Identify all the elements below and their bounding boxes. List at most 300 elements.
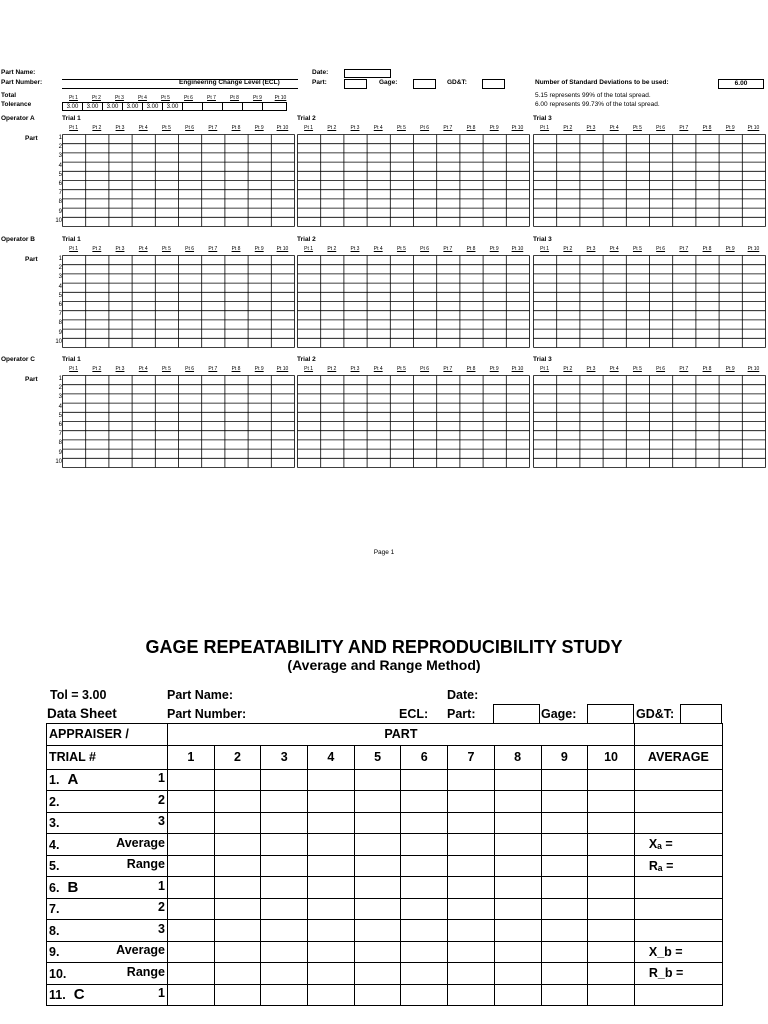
measurement-cell[interactable] — [541, 812, 588, 834]
part-row-number: 4 — [58, 162, 62, 169]
pt-header: Pt 2 — [327, 366, 337, 372]
pt-header: Pt 10 — [276, 366, 289, 372]
measurement-cell[interactable] — [214, 877, 261, 899]
data-row — [47, 984, 723, 1006]
measurement-cell[interactable] — [401, 791, 448, 813]
measurement-cell[interactable] — [214, 834, 261, 856]
data-row — [47, 920, 723, 942]
pt-header: Pt 5 — [161, 246, 171, 252]
ecl-label-2: ECL: — [399, 707, 429, 721]
part-number-label: Part Number: — [1, 79, 43, 86]
stddev-value[interactable]: 6.00 — [718, 79, 764, 89]
measurement-cell[interactable] — [308, 834, 355, 856]
pt-header: Pt 7 — [208, 366, 218, 372]
pt-header: Pt 1 — [304, 125, 314, 131]
pt-header: Pt 2 — [92, 366, 102, 372]
measurement-cell[interactable] — [168, 834, 215, 856]
measurement-cell[interactable] — [401, 834, 448, 856]
average-cell[interactable] — [634, 898, 722, 920]
measurement-cell[interactable] — [541, 920, 588, 942]
pt-header: Pt 2 — [563, 246, 573, 252]
row-label-cell — [47, 984, 168, 1006]
measurement-cell[interactable] — [168, 941, 215, 963]
tolerance-cell[interactable] — [262, 102, 287, 111]
measurement-cell[interactable] — [448, 941, 495, 963]
row-number: 2. — [49, 794, 60, 809]
data-row — [47, 963, 723, 985]
part-row-number: 4 — [58, 403, 62, 410]
pt-header: Pt 8 — [231, 246, 241, 252]
data-row — [47, 941, 723, 963]
measurement-cell[interactable] — [168, 984, 215, 1006]
tolerance-cell[interactable]: 3.00 — [62, 102, 83, 111]
pt-header: Pt 4 — [609, 125, 619, 131]
tolerance-cell[interactable] — [242, 102, 263, 111]
measurement-cell[interactable] — [308, 791, 355, 813]
gdt-label-2: GD&T: — [636, 707, 675, 721]
data-row — [47, 769, 723, 791]
pt-header: Pt 6 — [185, 366, 195, 372]
measurement-cell[interactable] — [541, 791, 588, 813]
measurement-cell[interactable] — [308, 898, 355, 920]
pt-header: Pt 6 — [420, 366, 430, 372]
tolerance-cell[interactable] — [202, 102, 223, 111]
measurement-cell[interactable] — [448, 812, 495, 834]
operator-label: Operator A — [1, 115, 35, 122]
average-cell[interactable] — [634, 812, 722, 834]
row-label-cell — [47, 769, 168, 791]
trial-label: 3 — [158, 814, 165, 829]
measurement-cell[interactable] — [588, 855, 635, 877]
measurement-cell[interactable] — [261, 984, 308, 1006]
measurement-cell[interactable] — [401, 877, 448, 899]
part-number-line[interactable] — [62, 88, 298, 89]
measurement-grid[interactable] — [62, 134, 295, 227]
measurement-grid[interactable] — [297, 134, 530, 227]
pt-header: Pt 1 — [304, 366, 314, 372]
part-row-number: 8 — [58, 440, 62, 447]
appraiser-name: C — [73, 986, 85, 1004]
tolerance-pt-header — [62, 95, 292, 101]
measurement-grid[interactable] — [533, 375, 766, 468]
pt-header: Pt 7 — [443, 246, 453, 252]
pt-header: Pt 1 — [69, 246, 79, 252]
measurement-cell[interactable] — [401, 855, 448, 877]
pt-header: Pt 1 — [69, 95, 78, 101]
measurement-cell[interactable] — [261, 812, 308, 834]
pt-header: Pt 6 — [185, 125, 195, 131]
row-label-cell — [47, 963, 168, 985]
pt-header: Pt 7 — [208, 125, 218, 131]
part-column-header: 1 — [168, 745, 215, 769]
measurement-cell[interactable] — [261, 920, 308, 942]
average-cell[interactable] — [634, 920, 722, 942]
part-column-header: 9 — [541, 745, 588, 769]
pt-header: Pt 1 — [69, 366, 79, 372]
measurement-cell[interactable] — [308, 984, 355, 1006]
part-field-2[interactable] — [493, 704, 540, 724]
pt-header: Pt 1 — [69, 125, 79, 131]
pt-header: Pt 4 — [373, 125, 383, 131]
measurement-cell[interactable] — [401, 941, 448, 963]
measurement-cell[interactable] — [261, 769, 308, 791]
tolerance-cell[interactable]: 3.00 — [122, 102, 143, 111]
gdt-field-2[interactable] — [680, 704, 722, 724]
trial-label: Trial 3 — [533, 236, 552, 243]
pt-header: Pt 10 — [511, 246, 524, 252]
measurement-cell[interactable] — [308, 855, 355, 877]
average-column-header: AVERAGE — [634, 745, 722, 769]
measurement-cell[interactable] — [354, 984, 401, 1006]
pt-header: Pt 9 — [254, 366, 264, 372]
measurement-cell[interactable] — [588, 812, 635, 834]
part-row-numbers — [52, 255, 62, 347]
measurement-cell[interactable] — [354, 963, 401, 985]
row-number: 5. — [49, 859, 60, 874]
measurement-grid[interactable] — [62, 375, 295, 468]
pt-header: Pt 5 — [396, 125, 406, 131]
pt-header: Pt 10 — [274, 95, 287, 101]
part-row-number: 2 — [58, 265, 62, 272]
measurement-cell[interactable] — [354, 920, 401, 942]
measurement-grid[interactable] — [533, 134, 766, 227]
part-row-number: 9 — [58, 329, 62, 336]
part-row-numbers — [52, 134, 62, 226]
measurement-grid[interactable] — [297, 375, 530, 468]
trial-label: 2 — [158, 792, 165, 807]
tolerance-cell[interactable] — [222, 102, 243, 111]
part-header: PART — [168, 724, 635, 746]
pt-header: Pt 7 — [443, 366, 453, 372]
measurement-cell[interactable] — [354, 812, 401, 834]
part-label: Part — [25, 256, 38, 263]
tol-value: Tol = 3.00 — [50, 688, 107, 702]
part-field[interactable] — [344, 79, 367, 89]
trial-label: Trial 2 — [297, 236, 316, 243]
page-footer: Page 1 — [373, 549, 395, 556]
pt-header: Pt 4 — [609, 366, 619, 372]
date-field[interactable] — [344, 69, 391, 78]
measurement-cell[interactable] — [214, 920, 261, 942]
measurement-grid[interactable] — [297, 255, 530, 348]
gdt-field[interactable] — [482, 79, 505, 89]
pt-header: Pt 6 — [184, 95, 193, 101]
data-row — [47, 812, 723, 834]
average-cell[interactable]: R_b = — [634, 963, 722, 985]
pt-header: Pt 8 — [231, 125, 241, 131]
part-row-number: 10 — [55, 338, 62, 345]
average-cell[interactable] — [634, 791, 722, 813]
measurement-cell[interactable] — [494, 855, 541, 877]
measurement-cell[interactable] — [448, 834, 495, 856]
measurement-grid[interactable] — [533, 255, 766, 348]
pt-header: Pt 1 — [540, 366, 550, 372]
part-column-header: 4 — [308, 745, 355, 769]
measurement-cell[interactable] — [168, 812, 215, 834]
measurement-cell[interactable] — [354, 898, 401, 920]
measurement-cell[interactable] — [214, 812, 261, 834]
measurement-cell[interactable] — [448, 855, 495, 877]
measurement-cell[interactable] — [354, 834, 401, 856]
pt-header-row — [533, 366, 765, 372]
measurement-cell[interactable] — [261, 941, 308, 963]
pt-header: Pt 8 — [466, 246, 476, 252]
pt-header: Pt 10 — [511, 366, 524, 372]
trial-header: TRIAL # — [47, 745, 168, 769]
measurement-cell[interactable] — [494, 963, 541, 985]
measurement-cell[interactable] — [308, 812, 355, 834]
measurement-cell[interactable] — [541, 941, 588, 963]
measurement-cell[interactable] — [214, 898, 261, 920]
pt-header: Pt 5 — [161, 366, 171, 372]
data-row — [47, 898, 723, 920]
measurement-cell[interactable] — [261, 834, 308, 856]
row-number: 1. — [49, 773, 60, 788]
measurement-cell[interactable] — [168, 963, 215, 985]
operator-label: Operator B — [1, 236, 35, 243]
average-cell[interactable] — [634, 984, 722, 1006]
measurement-cell[interactable] — [354, 941, 401, 963]
measurement-cell[interactable] — [588, 791, 635, 813]
measurement-cell[interactable] — [401, 920, 448, 942]
measurement-cell[interactable] — [588, 984, 635, 1006]
measurement-cell[interactable] — [494, 812, 541, 834]
row-number: 7. — [49, 902, 60, 917]
pt-header: Pt 7 — [679, 366, 689, 372]
trial-label: Average — [116, 943, 165, 958]
tolerance-cell[interactable]: 3.00 — [82, 102, 103, 111]
pt-header: Pt 5 — [632, 246, 642, 252]
measurement-cell[interactable] — [261, 791, 308, 813]
measurement-cell[interactable] — [308, 769, 355, 791]
measurement-cell[interactable] — [541, 984, 588, 1006]
date-label: Date: — [312, 69, 329, 76]
appraiser-name: B — [67, 878, 79, 896]
measurement-cell[interactable] — [168, 769, 215, 791]
measurement-cell[interactable] — [541, 877, 588, 899]
part-column-header: 7 — [448, 745, 495, 769]
pt-header-row — [297, 366, 529, 372]
trial-label: Trial 3 — [533, 356, 552, 363]
pt-header-row — [533, 246, 765, 252]
pt-header: Pt 7 — [207, 95, 216, 101]
measurement-cell[interactable] — [588, 898, 635, 920]
measurement-cell[interactable] — [448, 791, 495, 813]
pt-header: Pt 8 — [466, 366, 476, 372]
measurement-cell[interactable] — [588, 769, 635, 791]
measurement-cell[interactable] — [448, 920, 495, 942]
measurement-cell[interactable] — [448, 898, 495, 920]
pt-header: Pt 8 — [230, 95, 239, 101]
measurement-cell[interactable] — [168, 855, 215, 877]
gdt-label: GD&T: — [447, 79, 467, 86]
measurement-cell[interactable] — [494, 877, 541, 899]
measurement-cell[interactable] — [541, 963, 588, 985]
part-row-number: 7 — [58, 311, 62, 318]
pt-header: Pt 5 — [632, 366, 642, 372]
pt-header: Pt 2 — [92, 125, 102, 131]
row-label-cell — [47, 812, 168, 834]
measurement-cell[interactable] — [214, 791, 261, 813]
part-label: Part — [25, 135, 38, 142]
measurement-cell[interactable] — [494, 898, 541, 920]
average-cell[interactable]: Xₐ = — [634, 834, 722, 856]
measurement-cell[interactable] — [588, 834, 635, 856]
measurement-cell[interactable] — [308, 963, 355, 985]
study-title: GAGE REPEATABILITY AND REPRODUCIBILITY STUDY — [145, 637, 623, 657]
tolerance-label: Tolerance — [1, 101, 32, 108]
measurement-cell[interactable] — [354, 855, 401, 877]
pt-header-row — [533, 125, 765, 131]
tolerance-cell[interactable]: 3.00 — [142, 102, 163, 111]
measurement-cell[interactable] — [401, 812, 448, 834]
pt-header: Pt 3 — [350, 366, 360, 372]
measurement-cell[interactable] — [494, 834, 541, 856]
part-row-number: 5 — [58, 292, 62, 299]
measurement-cell[interactable] — [588, 941, 635, 963]
part-label-2: Part: — [447, 707, 476, 721]
measurement-cell[interactable] — [494, 769, 541, 791]
measurement-cell[interactable] — [168, 898, 215, 920]
pt-header: Pt 3 — [115, 125, 125, 131]
note-1: 5.15 represents 99% of the total spread. — [535, 92, 651, 99]
measurement-cell[interactable] — [494, 984, 541, 1006]
measurement-cell[interactable] — [494, 791, 541, 813]
measurement-cell[interactable] — [541, 855, 588, 877]
row-label-cell — [47, 920, 168, 942]
measurement-cell[interactable] — [214, 769, 261, 791]
measurement-cell[interactable] — [448, 963, 495, 985]
pt-header: Pt 4 — [373, 366, 383, 372]
pt-header: Pt 10 — [276, 125, 289, 131]
average-cell[interactable] — [634, 877, 722, 899]
measurement-cell[interactable] — [261, 855, 308, 877]
trial-label: Trial 3 — [533, 115, 552, 122]
measurement-grid[interactable] — [62, 255, 295, 348]
pt-header: Pt 3 — [586, 125, 596, 131]
measurement-cell[interactable] — [168, 920, 215, 942]
average-cell[interactable]: Rₐ = — [634, 855, 722, 877]
operator-label: Operator C — [1, 356, 35, 363]
part-column-header: 5 — [354, 745, 401, 769]
part-row-number: 9 — [58, 208, 62, 215]
gage-label-2: Gage: — [541, 707, 577, 721]
part-number-label-2: Part Number: — [167, 707, 247, 721]
part-row-number: 1 — [58, 135, 62, 141]
average-cell[interactable] — [634, 769, 722, 791]
trial-label: Trial 2 — [297, 115, 316, 122]
measurement-cell[interactable] — [448, 769, 495, 791]
measurement-cell[interactable] — [588, 920, 635, 942]
measurement-cell[interactable] — [401, 898, 448, 920]
pt-header: Pt 4 — [138, 366, 148, 372]
part-row-number: 9 — [58, 449, 62, 456]
measurement-cell[interactable] — [401, 963, 448, 985]
data-row — [47, 834, 723, 856]
pt-header: Pt 10 — [747, 366, 760, 372]
measurement-cell[interactable] — [168, 877, 215, 899]
measurement-cell[interactable] — [214, 984, 261, 1006]
part-row-number: 7 — [58, 431, 62, 438]
pt-header: Pt 9 — [489, 366, 499, 372]
part-row-numbers — [52, 375, 62, 467]
data-row — [47, 791, 723, 813]
measurement-cell[interactable] — [168, 791, 215, 813]
measurement-cell[interactable] — [541, 769, 588, 791]
measurement-cell[interactable] — [401, 984, 448, 1006]
measurement-cell[interactable] — [401, 769, 448, 791]
trial-label: Trial 1 — [62, 356, 81, 363]
measurement-cell[interactable] — [588, 963, 635, 985]
date-label-2: Date: — [447, 688, 479, 702]
row-number: 6. — [49, 880, 60, 895]
pt-header: Pt 1 — [540, 246, 550, 252]
measurement-cell[interactable] — [588, 877, 635, 899]
part-row-number: 2 — [58, 385, 62, 392]
measurement-cell[interactable] — [261, 877, 308, 899]
gage-field[interactable] — [413, 79, 436, 89]
measurement-cell[interactable] — [494, 920, 541, 942]
pt-header: Pt 2 — [327, 246, 337, 252]
measurement-cell[interactable] — [214, 941, 261, 963]
measurement-cell[interactable] — [541, 834, 588, 856]
measurement-cell[interactable] — [354, 769, 401, 791]
pt-header: Pt 6 — [420, 125, 430, 131]
pt-header: Pt 3 — [115, 366, 125, 372]
part-row-number: 6 — [58, 421, 62, 428]
measurement-cell[interactable] — [308, 920, 355, 942]
trial-label: Trial 1 — [62, 236, 81, 243]
part-name-label: Part Name: — [1, 69, 36, 76]
measurement-cell[interactable] — [261, 898, 308, 920]
pt-header: Pt 3 — [586, 246, 596, 252]
trial-label: 1 — [158, 771, 165, 786]
row-number: 10. — [49, 966, 67, 981]
measurement-cell[interactable] — [448, 877, 495, 899]
pt-header: Pt 8 — [466, 125, 476, 131]
measurement-cell[interactable] — [448, 984, 495, 1006]
measurement-cell[interactable] — [354, 791, 401, 813]
tolerance-cell[interactable]: 3.00 — [102, 102, 123, 111]
measurement-cell[interactable] — [541, 898, 588, 920]
pt-header-row — [297, 246, 529, 252]
average-cell[interactable]: X_b = — [634, 941, 722, 963]
pt-header: Pt 4 — [138, 125, 148, 131]
pt-header: Pt 6 — [656, 246, 666, 252]
part-row-number: 2 — [58, 144, 62, 151]
row-number: 3. — [49, 816, 60, 831]
measurement-cell[interactable] — [308, 941, 355, 963]
part-row-number: 8 — [58, 199, 62, 206]
tolerance-row — [63, 102, 287, 111]
measurement-cell[interactable] — [261, 963, 308, 985]
pt-header: Pt 10 — [276, 246, 289, 252]
pt-header: Pt 3 — [115, 95, 124, 101]
measurement-cell[interactable] — [214, 963, 261, 985]
measurement-cell[interactable] — [494, 941, 541, 963]
measurement-cell[interactable] — [214, 855, 261, 877]
pt-header: Pt 9 — [254, 125, 264, 131]
tolerance-cell[interactable]: 3.00 — [162, 102, 183, 111]
tolerance-cell[interactable] — [182, 102, 203, 111]
part-column-header: 6 — [401, 745, 448, 769]
data-row — [47, 855, 723, 877]
measurement-cell[interactable] — [308, 877, 355, 899]
measurement-cell[interactable] — [354, 877, 401, 899]
appraiser-header: APPRAISER / — [47, 724, 168, 746]
gage-field-2[interactable] — [587, 704, 634, 724]
pt-header: Pt 5 — [396, 366, 406, 372]
